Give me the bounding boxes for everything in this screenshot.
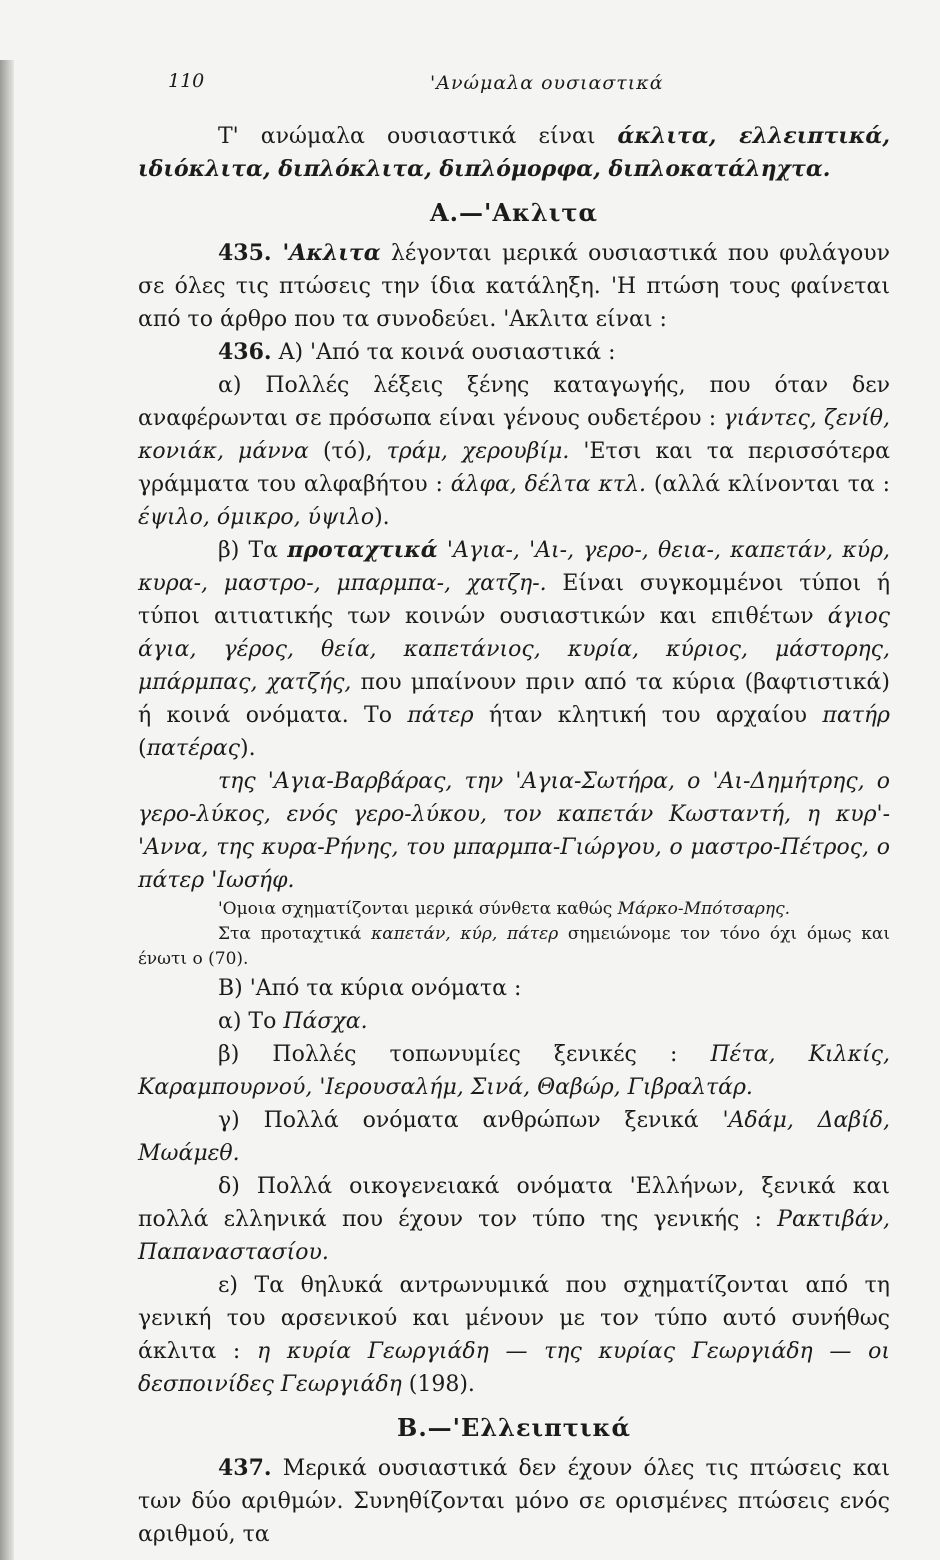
item-B-a [138, 1005, 890, 1038]
subsection-B: Β) 'Από τα κύρια ονόματα : [218, 976, 522, 1001]
note-text: Στα προταχτικά [218, 924, 372, 944]
item-text: 'Ετσι και τα περισσότερα γράμματα του αλφαβήτου : [138, 439, 890, 497]
item-text: β) Τα [218, 538, 288, 563]
example: πατέρας [146, 736, 240, 761]
item-text: ε) Τα θηλυκά αντρωνυμικά που σχηματίζονται από τη γενική του αρσενικού και μένουν με τον τύπο αυτό συνήθως άκλιτα : [138, 1273, 890, 1364]
term: 'Ακλιτα [271, 240, 381, 266]
section-a-heading: Α.—'Ακλιτα [430, 198, 598, 227]
item-b [138, 534, 890, 765]
paragraph-number: 435. [218, 240, 272, 266]
paragraph-text: Μερικά ουσιαστικά δεν έχουν όλες τις πτώσεις και των δύο αριθμών. Συνηθίζονται μόνο σε ορισμένες πτώσεις ενός αριθμού, τα [138, 1456, 890, 1547]
example: γιάντες, ζενίθ, κονιάκ, μάννα [138, 406, 890, 464]
note-text: 'Ομοια σχηματίζονται μερικά σύνθετα καθώς [218, 899, 618, 919]
item-a [138, 369, 890, 534]
item-B-e [138, 1269, 890, 1401]
example: άλφα, δέλτα κτλ. [450, 472, 647, 497]
item-B-d [138, 1170, 890, 1269]
item-text: ). [374, 505, 390, 530]
paragraph-435 [138, 237, 890, 336]
intro-paragraph [138, 120, 890, 186]
example: 'Αδάμ, Δαβίδ, Μωάμεθ. [138, 1108, 890, 1166]
note-1 [138, 897, 890, 922]
book-page [0, 60, 940, 1560]
paragraph-437 [138, 1452, 890, 1551]
example: Μάρκο-Μπότσαρης. [617, 899, 791, 919]
item-text: δ) Πολλά οικογενειακά ονόματα 'Ελλήνων, ξενικά και πολλά ελληνικά που έχουν τον τύπο της γενικής : [138, 1174, 890, 1232]
example: πατήρ [822, 703, 890, 728]
page-binding-edge [0, 60, 14, 1560]
example: καπετάν, κύρ, πάτερ [371, 924, 559, 944]
paragraph-number: 436. [218, 339, 272, 365]
item-text: ). [240, 736, 256, 761]
example: Πέτα, Κιλκίς, Καραμπουρνού, 'Ιερουσαλήμ, Σινά, Θαβώρ, Γιβραλτάρ. [138, 1042, 890, 1100]
paragraph-text: λέγονται μερικά ουσιαστικά που φυλάγουν σε όλες τις πτώσεις την ίδια κατάληξη. 'Η πτώση τους φαίνεται από το άρθρο που τα συνοδεύει. 'Ακλιτα είναι : [138, 241, 890, 332]
example: έψιλο, όμικρο, ύψιλο [138, 505, 375, 530]
item-text: Είναι συγκομμένοι τύποι ή τύποι αιτιατικής των κοινών ουσιαστικών και επιθέτων [138, 571, 891, 629]
example: Ρακτιβάν, Παπαναστασίου. [138, 1207, 890, 1265]
example: πάτερ [407, 703, 474, 728]
example: τράμ, χερουβίμ. [386, 439, 570, 464]
item-text: που μπαίνουν πριν από τα κύρια (βαφτιστικά) ή κοινά ονόματα. Το [138, 670, 890, 728]
running-title: 'Ανώμαλα ουσιαστικά [430, 72, 664, 94]
item-text: ήταν κλητική του αρχαίου [473, 703, 823, 728]
item-text: α) Πολλές λέξεις ξένης καταγωγής, που όταν δεν αναφέρωνται σε πρόσωπα είναι γένους ουδετέρου : [138, 373, 890, 431]
example: 'Αγια-, 'Αι-, γερο-, θεια-, καπετάν, κύρ, κυρα-, μαστρο-, μπαρμπα-, χατζη-. [138, 538, 890, 596]
examples-block [138, 765, 890, 897]
item-text: α) Το [218, 1009, 284, 1034]
intro-categories: άκλιτα, ελλειπτικά, ιδιόκλιτα, διπλόκλιτα, διπλόμορφα, διπλοκατάληχτα. [138, 123, 890, 182]
example: η κυρία Γεωργιάδη — της κυρίας Γεωργιάδη — οι δεσποινίδες Γεωργιάδη [138, 1339, 890, 1397]
paragraph-number: 437. [218, 1455, 272, 1481]
item-text: (αλλά κλίνονται τα : [646, 472, 891, 497]
section-b-heading: Β.—'Ελλειπτικά [397, 1413, 631, 1442]
item-text: (198). [401, 1372, 475, 1397]
item-text: ( [138, 736, 147, 761]
page-number: 110 [168, 70, 205, 92]
intro-text: Τ' ανώμαλα ουσιαστικά είναι [218, 124, 618, 149]
term: προταχτικά [287, 537, 438, 563]
example: Πάσχα. [283, 1009, 368, 1034]
note-2 [138, 922, 890, 972]
item-B-b [138, 1038, 890, 1104]
item-text: β) Πολλές τοπωνυμίες ξενικές : [218, 1042, 711, 1067]
example: άγιος άγια, γέρος, θεία, καπετάνιος, κυρία, κύριος, μάστορης, μπάρμπας, χατζής, [138, 604, 890, 695]
item-B-c [138, 1104, 890, 1170]
example: της 'Αγια-Βαρβάρας, την 'Αγια-Σωτήρα, ο 'Αι-Δημήτρης, ο γερο-λύκος, ενός γερο-λύκου, τον καπετάν Κωσταντή, η κυρ'-'Αννα, της κυρα-Ρήνης, του μπαρμπα-Γιώργου, ο μαστρο-Πέτρος, ο πάτερ 'Ιωσήφ. [138, 769, 890, 893]
paragraph-text: Α) 'Από τα κοινά ουσιαστικά : [271, 340, 616, 365]
item-text: (τό), [308, 439, 387, 464]
item-text: γ) Πολλά ονόματα ανθρώπων ξενικά [218, 1108, 723, 1133]
note-text: σημειώνομε τον τόνο όχι όμως και ένωτι ο (70). [138, 924, 890, 969]
paragraph-436 [138, 336, 890, 369]
running-header [138, 60, 890, 120]
